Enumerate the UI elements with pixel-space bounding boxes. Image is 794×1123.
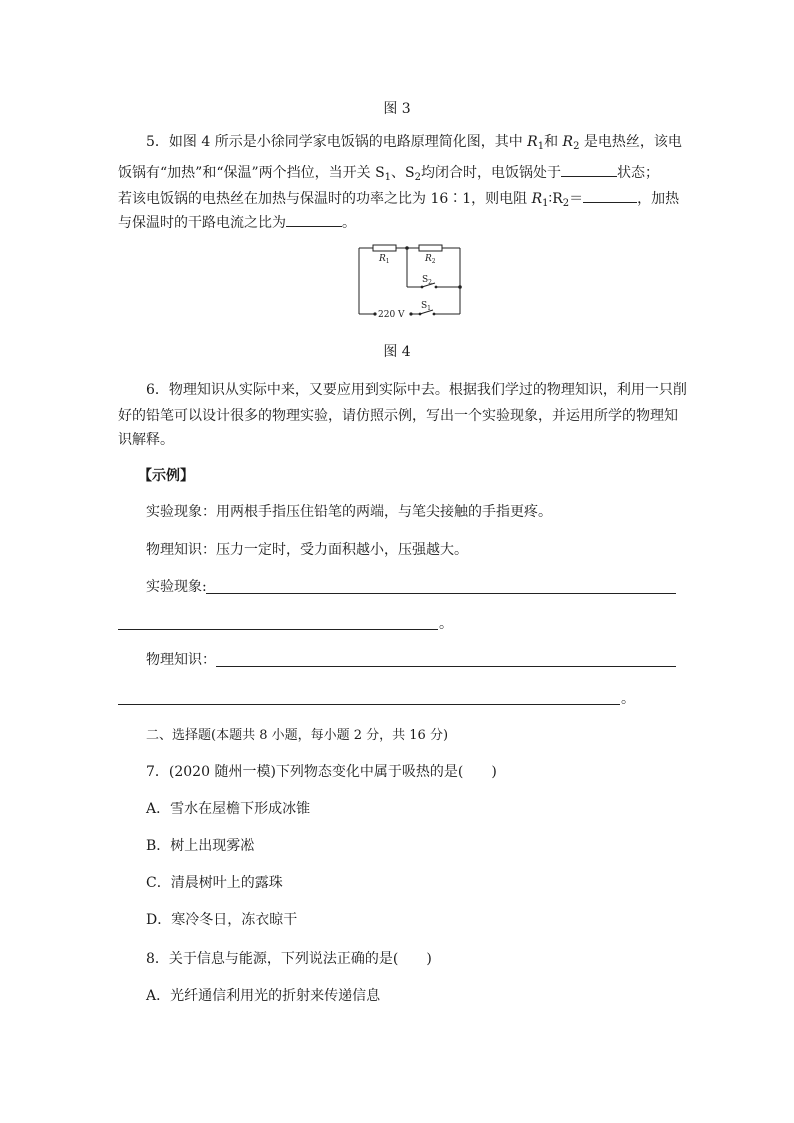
q8-stem: 8．关于信息与能源，下列说法正确的是( ) xyxy=(146,951,432,967)
fill-knowledge-line-1[interactable] xyxy=(216,666,676,667)
resistor-r2 xyxy=(419,245,442,251)
q5-blank-state[interactable] xyxy=(561,162,617,177)
example-phenomenon: 实验现象：用两根手指压住铅笔的两端，与笔尖接触的手指更疼。 xyxy=(146,504,552,520)
node-right xyxy=(458,285,462,289)
q7-option-b[interactable]: B．树上出现雾凇 xyxy=(146,838,255,854)
s2-contact-right xyxy=(435,286,438,289)
s1-label: $S_1$ xyxy=(421,301,431,312)
q5-blank-ratio[interactable] xyxy=(583,188,637,203)
node-junction xyxy=(405,246,409,250)
q6-line-1: 6．物理知识从实际中来，又要应用到实际中去。根据我们学过的物理知识，利用一只削 xyxy=(146,382,687,398)
r1-label: $R_1$ xyxy=(379,254,390,265)
s2-contact-left xyxy=(421,286,424,289)
figure-3-caption: 图 3 xyxy=(383,101,411,117)
q7-option-c[interactable]: C．清晨树叶上的露珠 xyxy=(146,875,283,891)
q5-line-2: 饭锅有“加热”和“保温”两个挡位，当开关 $S_1$、$S_2$均闭合时，电饭锅处于 状态； xyxy=(118,162,659,183)
s2-label: $S_2$ xyxy=(422,275,432,286)
fill-phenomenon-label: 实验现象: xyxy=(146,579,207,595)
fill-knowledge-period: 。 xyxy=(621,691,635,707)
source-label: 220 V xyxy=(378,310,405,320)
q5-line-4: 与保温时的干路电流之比为 。 xyxy=(118,212,356,233)
q7-stem: 7．(2020 随州一模)下列物态变化中属于吸热的是( ) xyxy=(146,764,497,780)
fill-phenomenon-line-2[interactable] xyxy=(118,629,438,630)
q6-line-2: 好的铅笔可以设计很多的物理实验，请仿照示例，写出一个实验现象，并运用所学的物理知 xyxy=(118,408,678,424)
fill-phenomenon-line-1[interactable] xyxy=(206,593,676,594)
s1-contact-left xyxy=(419,313,422,316)
source-terminal-right xyxy=(409,312,412,315)
source-terminal-left xyxy=(373,312,376,315)
q8-option-a[interactable]: A．光纤通信利用光的折射来传递信息 xyxy=(146,988,381,1004)
fill-knowledge-line-2[interactable] xyxy=(118,704,620,705)
q7-option-a[interactable]: A．雪水在屋檐下形成冰锥 xyxy=(146,801,311,817)
r2-label: $R_2$ xyxy=(425,254,436,265)
q6-line-3: 识解释。 xyxy=(118,432,174,448)
q5-blank-current-ratio[interactable] xyxy=(286,212,342,227)
example-header: 【示例】 xyxy=(138,468,194,484)
q5-line-3: 若该电饭锅的电热丝在加热与保温时的功率之比为 16∶1，则电阻 $R_1∶R_2=$ ，加热 xyxy=(118,188,679,209)
figure-4-circuit xyxy=(350,240,470,324)
figure-4-caption: 图 4 xyxy=(383,344,411,360)
q5-line-1: 5．如图 4 所示是小徐同学家电饭锅的电路原理简化图，其中 $R_1$和 $R_2$ 是电热丝，该电 xyxy=(146,134,682,152)
section-2-header: 二、选择题(本题共 8 小题，每小题 2 分，共 16 分) xyxy=(146,728,449,743)
example-knowledge: 物理知识：压力一定时，受力面积越小，压强越大。 xyxy=(146,542,468,558)
q7-option-d[interactable]: D．寒冷冬日，冻衣晾干 xyxy=(146,912,298,928)
fill-phenomenon-period: 。 xyxy=(439,616,453,632)
fill-knowledge-label: 物理知识： xyxy=(146,652,216,668)
resistor-r1 xyxy=(373,245,396,251)
s1-contact-right xyxy=(433,313,436,316)
